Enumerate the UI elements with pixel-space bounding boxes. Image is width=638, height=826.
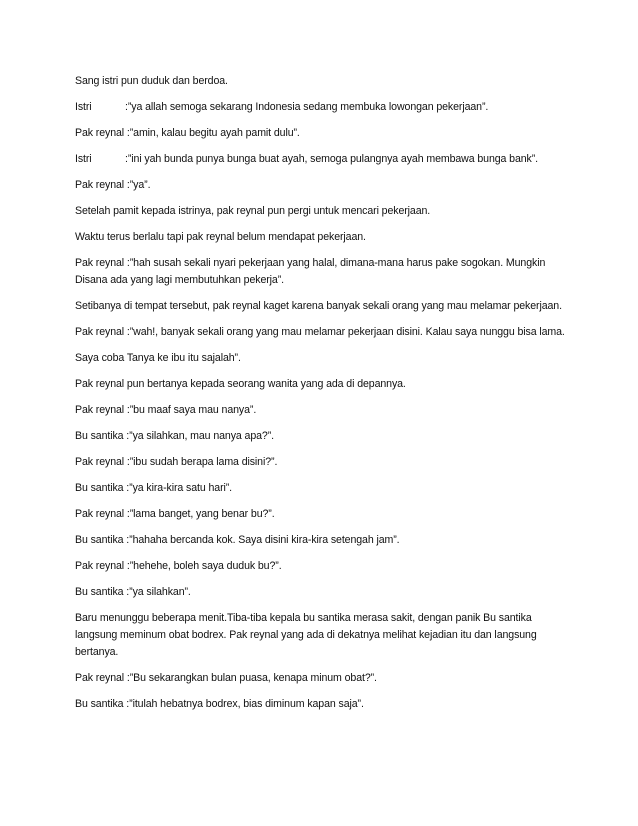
- dialogue-line: [75, 99, 575, 116]
- paragraph: Bu santika :”hahaha bercanda kok. Saya disini kira-kira setengah jam”.: [75, 534, 400, 546]
- paragraph: Saya coba Tanya ke ibu itu sajalah”.: [75, 352, 241, 364]
- paragraph: Bu santika :”itulah hebatnya bodrex, bias diminum kapan saja”.: [75, 698, 364, 710]
- paragraph: Setibanya di tempat tersebut, pak reynal kaget karena banyak sekali orang yang mau melamar pekerjaan.: [75, 300, 562, 312]
- paragraph: Pak reynal :”bu maaf saya mau nanya”.: [75, 404, 257, 416]
- paragraph: Pak reynal :”hehehe, boleh saya duduk bu?”.: [75, 560, 282, 572]
- paragraph: Bu santika :”ya silahkan”.: [75, 586, 191, 598]
- paragraph: Setelah pamit kepada istrinya, pak reynal pun pergi untuk mencari pekerjaan.: [75, 205, 431, 217]
- dialogue-text: :”ya allah semoga sekarang Indonesia sedang membuka lowongan pekerjaan”.: [125, 101, 489, 113]
- paragraph: Pak reynal :”ya”.: [75, 179, 151, 191]
- speaker-label: Istri: [75, 101, 92, 113]
- paragraph: Bu santika :”ya kira-kira satu hari”.: [75, 482, 233, 494]
- paragraph: Pak reynal :”hah susah sekali nyari pekerjaan yang halal, dimana-mana harus pake sogokan. Mungkin Disana ada yang lagi membutuhkan pekerja”.: [75, 257, 546, 286]
- document-body: [75, 73, 575, 722]
- paragraph: Pak reynal :”lama banget, yang benar bu?”.: [75, 508, 275, 520]
- paragraph: Pak reynal :”Bu sekarangkan bulan puasa, kenapa minum obat?”.: [75, 672, 377, 684]
- paragraph: Pak reynal :”wah!, banyak sekali orang yang mau melamar pekerjaan disini. Kalau saya nunggu bisa lama.: [75, 326, 565, 338]
- speaker-label: Istri: [75, 153, 92, 165]
- dialogue-line: [75, 151, 575, 168]
- paragraph: Pak reynal :”ibu sudah berapa lama disini?”.: [75, 456, 278, 468]
- paragraph: Waktu terus berlalu tapi pak reynal belum mendapat pekerjaan.: [75, 231, 366, 243]
- paragraph: Pak reynal :”amin, kalau begitu ayah pamit dulu”.: [75, 127, 300, 139]
- dialogue-text: :”ini yah bunda punya bunga buat ayah, semoga pulangnya ayah membawa bunga bank”.: [125, 153, 539, 165]
- paragraph: Pak reynal pun bertanya kepada seorang wanita yang ada di depannya.: [75, 378, 406, 390]
- paragraph: Bu santika :”ya silahkan, mau nanya apa?”.: [75, 430, 274, 442]
- paragraph: Sang istri pun duduk dan berdoa.: [75, 75, 228, 87]
- paragraph: Baru menunggu beberapa menit.Tiba-tiba kepala bu santika merasa sakit, dengan panik Bu santika langsung meminum obat bodrex. Pak reynal yang ada di dekatnya melihat kejadian itu dan langsung bertanya.: [75, 612, 537, 658]
